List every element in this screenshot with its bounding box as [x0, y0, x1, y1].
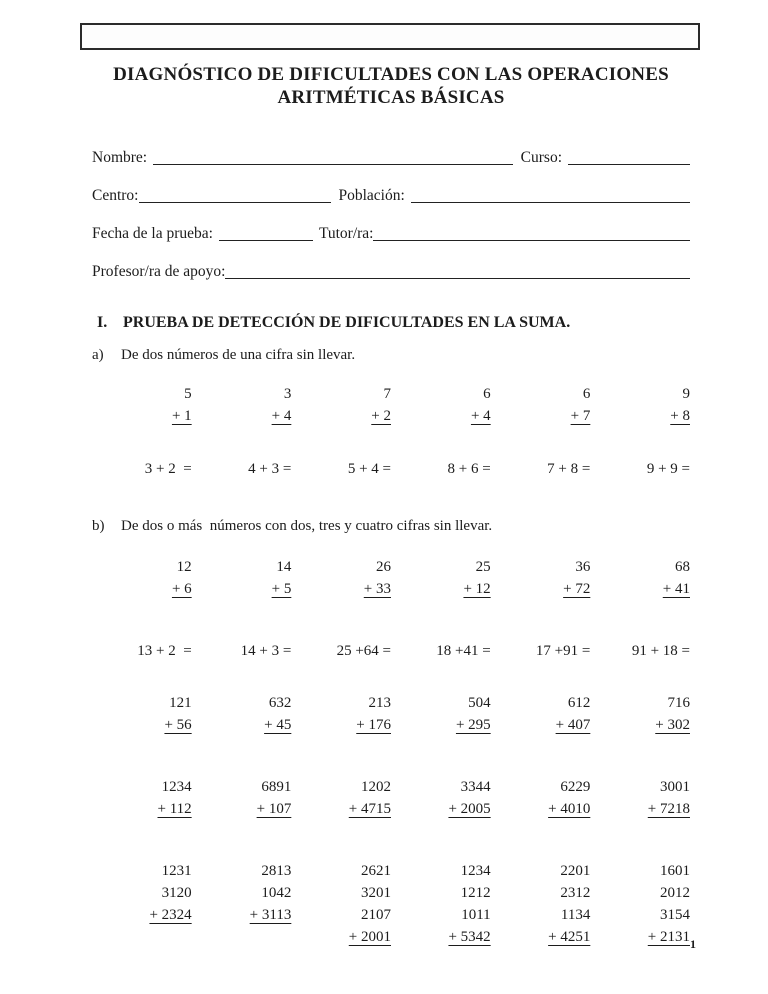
vertical-addition-problem — [192, 692, 292, 736]
problem-line: 13 + 2 = — [137, 643, 192, 659]
problem-line: 36 — [575, 559, 591, 575]
problem-line: 7 — [383, 386, 391, 402]
part-b-vertical-problems-row-1 — [92, 556, 690, 600]
problem-line: + 12 — [463, 581, 491, 597]
problem-line: + 4251 — [548, 929, 591, 945]
vertical-addition-problem — [391, 383, 491, 427]
problem-line: 3201 — [360, 885, 391, 901]
problem-line: + 33 — [363, 581, 391, 597]
problem-line: + 6 — [171, 581, 192, 597]
problem-line: 1231 — [161, 863, 192, 879]
part-b-vertical-problems-row-4 — [92, 860, 690, 948]
nombre-field-line — [153, 164, 513, 165]
horizontal-addition-problem — [491, 640, 591, 662]
form-row-fecha-tutor — [92, 225, 690, 245]
vertical-addition-problem — [92, 776, 192, 820]
problem-line: + 56 — [164, 717, 192, 733]
form-row-nombre-curso — [92, 149, 690, 169]
problem-line: 17 +91 = — [535, 643, 591, 659]
problem-line: 1134 — [560, 907, 591, 923]
page-title-line1: DIAGNÓSTICO DE DIFICULTADES CON LAS OPERACIONES — [113, 64, 669, 85]
vertical-addition-problem — [92, 692, 192, 736]
vertical-addition-problem — [291, 776, 391, 820]
part-a-instruction — [92, 347, 690, 364]
centro-field-line — [139, 202, 331, 203]
vertical-addition-problem — [291, 860, 391, 948]
problem-line: + 3113 — [249, 907, 292, 923]
part-a-label: a) — [92, 347, 104, 363]
vertical-addition-problem — [92, 556, 192, 600]
part-b-text: De dos o más números con dos, tres y cuatro cifras sin llevar. — [121, 518, 493, 534]
page-title-line2: ARITMÉTICAS BÁSICAS — [277, 87, 505, 108]
problem-line: 1042 — [261, 885, 292, 901]
problem-line: + 8 — [670, 408, 690, 424]
horizontal-addition-problem — [92, 458, 192, 480]
problem-line: 6229 — [560, 779, 591, 795]
header-box — [80, 23, 700, 50]
problem-line: + 72 — [563, 581, 591, 597]
vertical-addition-problem — [590, 383, 690, 427]
vertical-addition-problem — [391, 556, 491, 600]
vertical-addition-problem — [92, 860, 192, 948]
problem-line: + 407 — [555, 717, 591, 733]
problem-line: 2813 — [261, 863, 292, 879]
tutor-field-line — [373, 240, 690, 241]
problem-line: 6 — [582, 386, 591, 402]
part-b-vertical-problems-row-2 — [92, 692, 690, 736]
part-a-text: De dos números de una cifra sin llevar. — [121, 347, 356, 363]
vertical-addition-problem — [491, 860, 591, 948]
problem-line: 612 — [567, 695, 591, 711]
problem-line: + 4715 — [348, 801, 391, 817]
fecha-field-line — [219, 240, 313, 241]
problem-line: + 107 — [256, 801, 292, 817]
horizontal-addition-problem — [291, 458, 391, 480]
vertical-addition-problem — [590, 860, 690, 948]
part-a-vertical-problems-row — [92, 383, 690, 427]
problem-line: + 2131 — [647, 929, 690, 945]
problem-line: + 4010 — [548, 801, 591, 817]
part-a-horizontal-problems-row — [92, 458, 690, 480]
horizontal-addition-problem — [192, 640, 292, 662]
problem-line: 3 + 2 = — [144, 461, 192, 477]
horizontal-addition-problem — [590, 640, 690, 662]
problem-line: 3001 — [659, 779, 690, 795]
profesor-label: Profesor/ra de apoyo: — [92, 263, 226, 280]
problem-line: + 4 — [470, 408, 491, 424]
part-b-label: b) — [92, 518, 105, 534]
problem-line: 9 + 9 = — [646, 461, 690, 477]
problem-line: 8 + 6 = — [447, 461, 491, 477]
problem-line: 1212 — [460, 885, 491, 901]
problem-line: + 1 — [171, 408, 192, 424]
problem-line: + 302 — [655, 717, 690, 733]
problem-line: 2621 — [360, 863, 391, 879]
poblacion-label: Población: — [338, 187, 405, 204]
problem-line: 5 + 4 = — [347, 461, 391, 477]
vertical-addition-problem — [192, 556, 292, 600]
vertical-addition-problem — [291, 556, 391, 600]
problem-line: 3 — [283, 386, 292, 402]
vertical-addition-problem — [192, 860, 292, 948]
form-row-centro-poblacion — [92, 187, 690, 207]
problem-line: 2107 — [360, 907, 391, 923]
problem-line: 6891 — [261, 779, 292, 795]
problem-line: + 112 — [157, 801, 192, 817]
problem-line: 2201 — [560, 863, 591, 879]
vertical-addition-problem — [291, 692, 391, 736]
profesor-field-line — [225, 278, 690, 279]
vertical-addition-problem — [391, 860, 491, 948]
horizontal-addition-problem — [391, 640, 491, 662]
problem-line: 25 — [475, 559, 491, 575]
vertical-addition-problem — [491, 556, 591, 600]
problem-line: 14 + 3 = — [240, 643, 292, 659]
problem-line: 2012 — [659, 885, 690, 901]
problem-line: 1234 — [460, 863, 491, 879]
horizontal-addition-problem — [192, 458, 292, 480]
problem-line: 3154 — [659, 907, 690, 923]
problem-line: 6 — [483, 386, 491, 402]
problem-line: 213 — [368, 695, 391, 711]
problem-line: + 2324 — [149, 907, 192, 923]
problem-line: 26 — [375, 559, 391, 575]
vertical-addition-problem — [92, 383, 192, 427]
vertical-addition-problem — [391, 692, 491, 736]
problem-line: 1011 — [461, 907, 491, 923]
problem-line: + 2001 — [348, 929, 391, 945]
horizontal-addition-problem — [92, 640, 192, 662]
curso-label: Curso: — [520, 149, 562, 166]
problem-line: 504 — [468, 695, 491, 711]
horizontal-addition-problem — [291, 640, 391, 662]
problem-line: 1601 — [659, 863, 690, 879]
problem-line: 68 — [674, 559, 690, 575]
vertical-addition-problem — [590, 556, 690, 600]
problem-line: 91 + 18 = — [631, 643, 690, 659]
problem-line: + 2 — [371, 408, 391, 424]
centro-label: Centro: — [92, 187, 139, 204]
vertical-addition-problem — [491, 776, 591, 820]
problem-line: 9 — [682, 386, 690, 402]
vertical-addition-problem — [391, 776, 491, 820]
vertical-addition-problem — [491, 383, 591, 427]
vertical-addition-problem — [491, 692, 591, 736]
section-1-heading — [92, 314, 690, 332]
part-b-horizontal-problems-row — [92, 640, 690, 662]
part-b-vertical-problems-row-3 — [92, 776, 690, 820]
problem-line: 716 — [667, 695, 690, 711]
problem-line: + 2005 — [448, 801, 491, 817]
vertical-addition-problem — [590, 776, 690, 820]
vertical-addition-problem — [192, 776, 292, 820]
fecha-label: Fecha de la prueba: — [92, 225, 213, 242]
problem-line: 1202 — [360, 779, 391, 795]
problem-line: + 5 — [271, 581, 292, 597]
problem-line: 18 +41 = — [436, 643, 491, 659]
curso-field-line — [568, 164, 690, 165]
problem-line: 5 — [184, 386, 192, 402]
section-1-title: PRUEBA DE DETECCIÓN DE DIFICULTADES EN LA SUMA. — [123, 314, 571, 331]
vertical-addition-problem — [291, 383, 391, 427]
page-title — [92, 63, 690, 109]
nombre-label: Nombre: — [92, 149, 148, 166]
vertical-addition-problem — [590, 692, 690, 736]
page-number: 1 — [690, 937, 696, 951]
horizontal-addition-problem — [590, 458, 690, 480]
vertical-addition-problem — [192, 383, 292, 427]
poblacion-field-line — [411, 202, 690, 203]
problem-line: 7 + 8 = — [547, 461, 591, 477]
problem-line: 14 — [276, 559, 292, 575]
problem-line: 121 — [169, 695, 192, 711]
tutor-label: Tutor/ra: — [318, 225, 374, 242]
problem-line: 12 — [176, 559, 192, 575]
section-1-number: I. — [97, 314, 108, 331]
problem-line: 3120 — [161, 885, 192, 901]
problem-line: 2312 — [560, 885, 591, 901]
problem-line: 632 — [268, 695, 292, 711]
problem-line: 4 + 3 = — [248, 461, 292, 477]
problem-line: + 5342 — [448, 929, 491, 945]
horizontal-addition-problem — [491, 458, 591, 480]
problem-line: + 7 — [570, 408, 591, 424]
problem-line: 3344 — [460, 779, 491, 795]
part-b-instruction — [92, 518, 690, 535]
horizontal-addition-problem — [391, 458, 491, 480]
problem-line: + 295 — [455, 717, 491, 733]
problem-line: + 176 — [356, 717, 391, 733]
problem-line: + 7218 — [647, 801, 690, 817]
problem-line: + 41 — [662, 581, 690, 597]
form-row-profesor — [92, 263, 690, 283]
problem-line: 25 +64 = — [336, 643, 391, 659]
problem-line: 1234 — [161, 779, 192, 795]
problem-line: + 45 — [264, 717, 292, 733]
problem-line: + 4 — [271, 408, 292, 424]
student-info-form — [92, 149, 690, 283]
